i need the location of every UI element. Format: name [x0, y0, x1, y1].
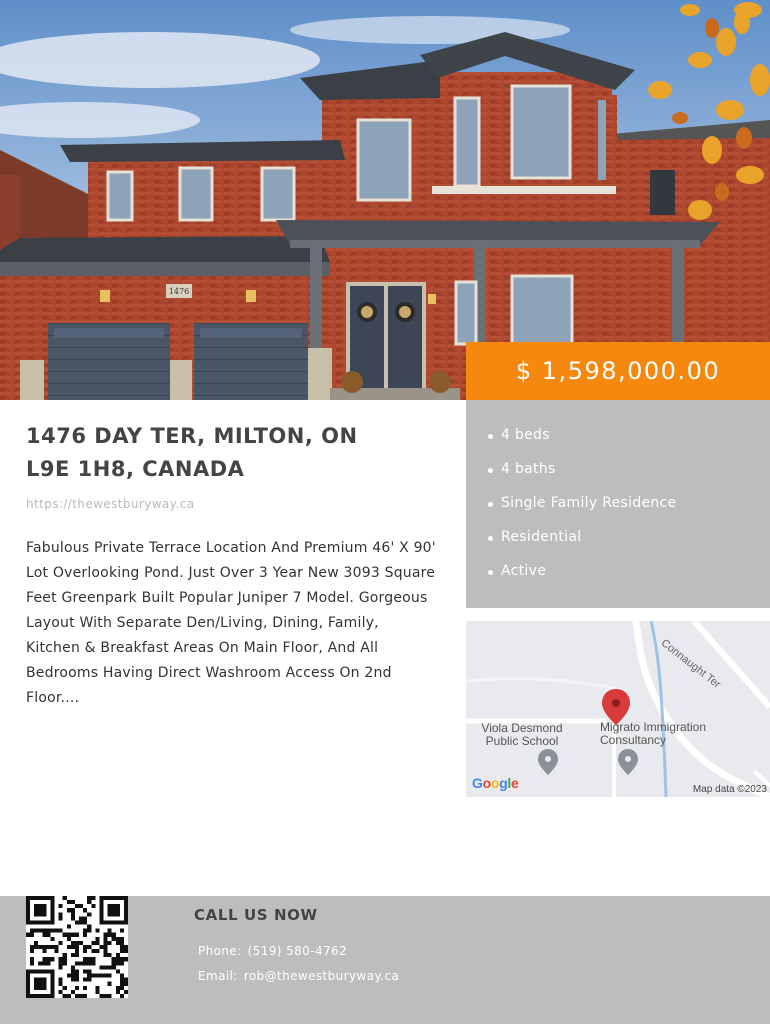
map-tiles: [466, 621, 770, 797]
feature-item-property-type: Single Family Residence: [488, 495, 770, 529]
feature-item-beds: 4 beds: [488, 427, 770, 461]
call-to-action: CALL US NOW: [194, 906, 318, 924]
google-logo: Google: [472, 775, 519, 791]
features-list: [466, 400, 770, 597]
address-line-2: L9E 1H8, CANADA: [26, 457, 245, 481]
map-place-school: Viola Desmond Public School: [481, 721, 563, 748]
house-number-text: 1476: [168, 287, 190, 296]
bullet-icon: [488, 570, 493, 575]
map-street-label: Connaught Ter: [658, 637, 723, 691]
map-credit: Map data ©2023: [692, 784, 767, 795]
phone-link[interactable]: (519) 580-4762: [247, 944, 348, 958]
phone-line: [198, 944, 347, 958]
feature-item-baths: 4 baths: [488, 461, 770, 495]
email-line: [198, 969, 399, 983]
location-map[interactable]: [466, 621, 770, 797]
price-banner: [466, 342, 770, 400]
features-panel: [466, 400, 770, 608]
property-photo: [0, 0, 770, 400]
address-line-1: 1476 DAY TER, MILTON, ON: [26, 424, 358, 448]
property-address: [26, 420, 446, 486]
price-value: $ 1,598,000.00: [515, 357, 721, 385]
bullet-icon: [488, 434, 493, 439]
property-description: Fabulous Private Terrace Location And Premium 46' X 90' Lot Overlooking Pond. Just Over 3 Year New 3093 Square Feet Greenpark Built Popular Juniper 7 Model. Gorgeous Layout With Separate Den/Living, Dining, Family, Kitchen & Breakfast Areas On Main Floor, And All Bedrooms Having Direct Washroom Access On 2nd Floor....: [26, 540, 436, 706]
map-place-business: Migrato Immigration Consultancy: [600, 720, 707, 747]
email-link[interactable]: rob@thewestburyway.ca: [243, 969, 400, 983]
feature-item-status: Active: [488, 563, 770, 597]
bullet-icon: [488, 502, 493, 507]
email-label: Email:: [198, 969, 238, 983]
phone-label: Phone:: [198, 944, 242, 958]
feature-item-category: Residential: [488, 529, 770, 563]
website-link[interactable]: https://thewestburyway.ca: [26, 497, 195, 511]
house-illustration: [0, 0, 770, 400]
bullet-icon: [488, 536, 493, 541]
bullet-icon: [488, 468, 493, 473]
contact-footer: [0, 896, 770, 1024]
qr-code-icon[interactable]: [26, 896, 128, 998]
